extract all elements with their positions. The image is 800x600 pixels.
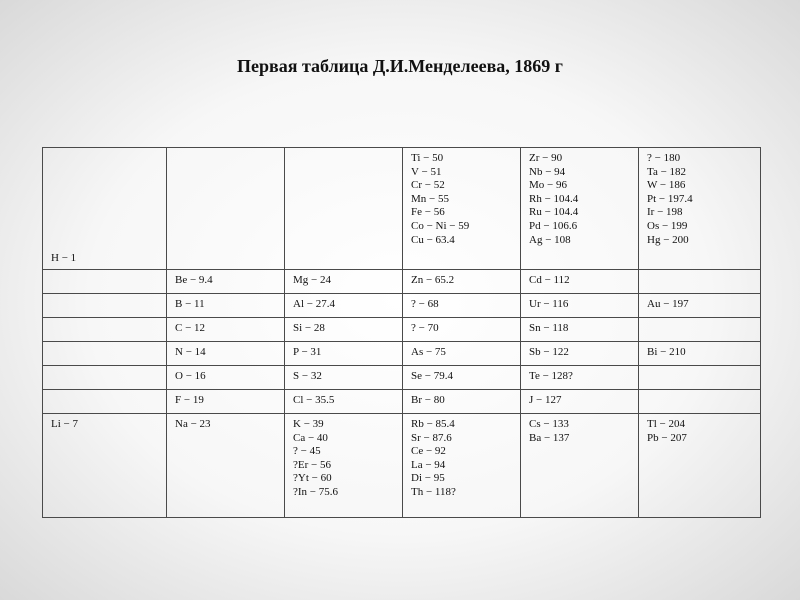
table-cell [521,318,639,342]
element-entry: Di − 95 [411,472,445,485]
element-entry: P − 31 [293,346,322,358]
element-entry: Sr − 87.6 [411,431,452,444]
table-cell [43,390,167,414]
table-cell [167,318,285,342]
table-row [43,342,761,366]
table-row [43,318,761,342]
table-cell [167,414,285,518]
table-cell [285,318,403,342]
table-cell [403,390,521,414]
element-entry: Rb − 85.4 [411,418,455,430]
element-entry: Co − Ni − 59 [411,219,470,232]
table-cell [285,148,403,270]
table-cell [167,342,285,366]
table-cell [403,270,521,294]
table-cell [43,342,167,366]
element-entry: Fe − 56 [411,206,445,219]
element-entry: S − 32 [293,370,322,382]
element-entry: H − 1 [51,252,77,265]
element-entry: F − 19 [175,394,204,406]
table-cell [521,390,639,414]
table-cell [285,414,403,518]
element-entry: ?Yt − 60 [293,472,332,485]
element-entry: O − 16 [175,370,206,382]
page-title: Первая таблица Д.И.Менделеева, 1869 г [237,56,563,76]
element-entry: Pb − 207 [647,431,687,444]
table-row [43,270,761,294]
table-cell [403,366,521,390]
table-cell [639,366,761,390]
element-entry: La − 94 [411,458,446,471]
table-cell [167,390,285,414]
element-entry: ? − 45 [293,445,321,458]
table-cell [285,270,403,294]
element-entry: ?Er − 56 [293,458,331,471]
table-cell [285,342,403,366]
table-cell [639,390,761,414]
element-entry: C − 12 [175,322,206,334]
table-body [43,148,761,518]
element-entry: Ir − 198 [647,206,683,219]
table-cell [167,270,285,294]
element-entry: B − 11 [175,298,205,310]
element-entry: V − 51 [411,165,442,178]
table-cell [521,148,639,270]
element-entry: Ce − 92 [411,445,446,458]
table-cell [403,148,521,270]
table-cell [521,342,639,366]
table-cell [639,414,761,518]
table-cell [521,366,639,390]
element-entry: Mg − 24 [293,274,331,286]
table-cell [43,366,167,390]
element-entry: Br − 80 [411,394,445,406]
element-entry: Al − 27.4 [293,298,335,310]
element-entry: Zn − 65.2 [411,274,455,286]
table-cell [43,318,167,342]
element-entry: Mo − 96 [529,179,567,192]
element-entry: Si − 28 [293,322,325,334]
element-entry: Li − 7 [51,418,78,430]
table-cell [639,318,761,342]
element-entry: Be − 9.4 [175,274,213,286]
element-entry: Sb − 122 [529,346,569,358]
table-cell [43,294,167,318]
element-entry: W − 186 [647,179,686,192]
element-entry: Sn − 118 [529,322,569,334]
element-entry: Ur − 116 [529,298,569,310]
table-cell [167,366,285,390]
element-entry: Tl − 204 [647,418,685,430]
element-entry: ? − 180 [647,152,681,164]
element-entry: Pt − 197.4 [647,192,693,205]
table-row [43,366,761,390]
element-entry: ? − 70 [411,322,439,334]
table-cell [43,270,167,294]
table-cell [403,294,521,318]
element-entry: ?In − 75.6 [293,485,338,498]
element-entry: Te − 128? [529,370,573,382]
element-entry: Ca − 40 [293,431,328,444]
element-entry: N − 14 [175,346,206,358]
element-entry: Se − 79.4 [411,370,453,382]
table-cell [285,366,403,390]
table-row [43,148,761,270]
element-entry: Os − 199 [647,219,688,232]
table-cell [285,390,403,414]
element-entry: Cs − 133 [529,418,569,430]
element-entry: Th − 118? [411,485,456,498]
element-entry: ? − 68 [411,298,439,310]
table-cell [639,148,761,270]
table-row [43,390,761,414]
element-entry: Ru − 104.4 [529,206,579,219]
table-cell [521,294,639,318]
table-cell [521,270,639,294]
table-cell [403,342,521,366]
mendeleev-table [42,147,761,518]
element-entry: Hg − 200 [647,233,689,246]
element-entry: Pd − 106.6 [529,219,578,232]
element-entry: Ti − 50 [411,152,444,164]
element-entry: Ta − 182 [647,165,687,178]
element-entry: As − 75 [411,346,446,358]
table-cell [167,148,285,270]
element-entry: Nb − 94 [529,165,566,178]
table-cell [521,414,639,518]
table-cell [43,414,167,518]
element-entry: Cl − 35.5 [293,394,335,406]
table-cell [167,294,285,318]
table-cell [639,294,761,318]
element-entry: J − 127 [529,394,562,406]
element-entry: Cr − 52 [411,179,445,192]
table-row [43,414,761,518]
element-entry: Cu − 63.4 [411,233,455,246]
element-entry: Cd − 112 [529,274,570,286]
table-cell [403,414,521,518]
table-row [43,294,761,318]
table-cell [639,342,761,366]
element-entry: Ag − 108 [529,233,571,246]
table-cell [43,148,167,270]
element-entry: Bi − 210 [647,346,686,358]
element-entry: Au − 197 [647,298,689,310]
element-entry: Zr − 90 [529,152,563,164]
element-entry: K − 39 [293,418,324,430]
element-entry: Ba − 137 [529,431,570,444]
element-entry: Rh − 104.4 [529,192,579,205]
element-entry: Na − 23 [175,418,211,430]
table-cell [639,270,761,294]
element-entry: Mn − 55 [411,192,449,205]
table-cell [285,294,403,318]
table-cell [403,318,521,342]
